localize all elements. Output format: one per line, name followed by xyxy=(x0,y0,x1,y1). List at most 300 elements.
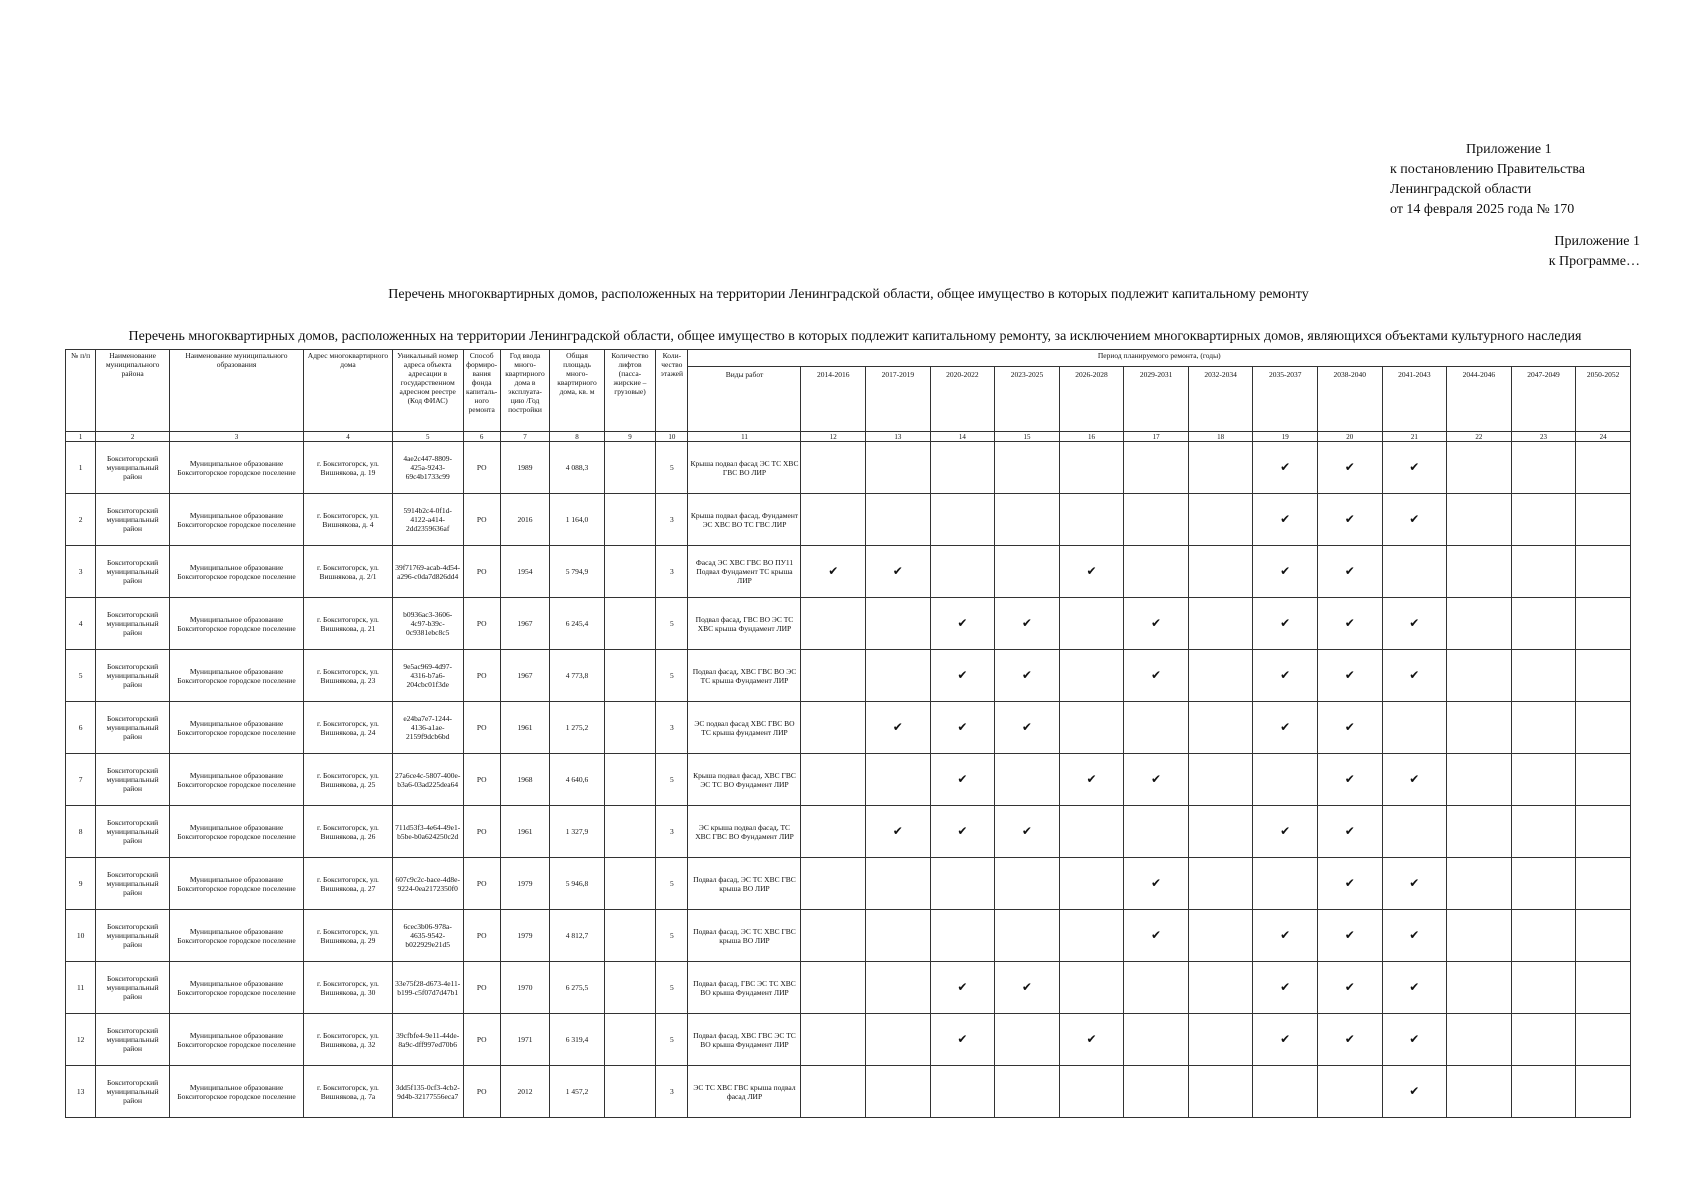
year-cell: 1967 xyxy=(500,650,549,702)
method-cell: РО xyxy=(463,858,500,910)
address-cell: г. Бокситогорск, ул. Вишнякова, д. 25 xyxy=(304,754,393,806)
period-cell xyxy=(1253,598,1318,650)
table-row xyxy=(66,1014,1631,1066)
header-address: Адрес многоквартирного дома xyxy=(304,350,393,432)
period-cell xyxy=(1124,598,1189,650)
period-cell xyxy=(1188,650,1253,702)
period-cell xyxy=(1382,754,1447,806)
period-cell xyxy=(1576,754,1631,806)
check-mark-icon: ✔ xyxy=(957,719,968,734)
district-cell: Бокситогорский муниципальный район xyxy=(96,910,170,962)
period-cell xyxy=(866,442,931,494)
header-fias: Уникальный номер адреса объекта адресации в государственном адресном реестре (Код ФИАС) xyxy=(392,350,463,432)
column-number: 18 xyxy=(1188,432,1253,442)
period-cell xyxy=(1511,806,1576,858)
works-cell: Подвал фасад, ГВС ЭС ТС ХВС ВО крыша Фундамент ЛИР xyxy=(688,962,801,1014)
period-cell xyxy=(801,962,866,1014)
method-cell: РО xyxy=(463,754,500,806)
check-mark-icon: ✔ xyxy=(1086,771,1097,786)
lifts-cell xyxy=(604,1066,655,1118)
period-cell xyxy=(1253,754,1318,806)
header-period-6: 2032-2034 xyxy=(1188,367,1253,432)
header-year: Год ввода много-квартирного дома в эксплуата-цию /Год постройки xyxy=(500,350,549,432)
floors-cell: 5 xyxy=(656,650,688,702)
header-municipality: Наименование муниципального образования xyxy=(169,350,303,432)
period-cell xyxy=(930,598,995,650)
year-cell: 1989 xyxy=(500,442,549,494)
period-cell xyxy=(1188,910,1253,962)
year-cell: 1979 xyxy=(500,910,549,962)
period-cell xyxy=(1382,1014,1447,1066)
method-cell: РО xyxy=(463,494,500,546)
municipality-cell: Муниципальное образование Бокситогорское городское поселение xyxy=(169,754,303,806)
column-number: 9 xyxy=(604,432,655,442)
period-cell xyxy=(866,494,931,546)
lifts-cell xyxy=(604,858,655,910)
period-cell xyxy=(1059,1066,1124,1118)
period-cell xyxy=(1382,442,1447,494)
period-cell xyxy=(1317,910,1382,962)
period-cell xyxy=(1124,1066,1189,1118)
municipality-cell: Муниципальное образование Бокситогорское городское поселение xyxy=(169,962,303,1014)
period-cell xyxy=(1317,494,1382,546)
column-number: 7 xyxy=(500,432,549,442)
period-cell xyxy=(1253,1014,1318,1066)
period-cell xyxy=(1382,494,1447,546)
area-cell: 1 327,9 xyxy=(550,806,604,858)
period-cell xyxy=(1188,1066,1253,1118)
check-mark-icon: ✔ xyxy=(1409,459,1420,474)
period-cell xyxy=(1253,650,1318,702)
appendix-line: от 14 февраля 2025 года № 170 xyxy=(1390,202,1575,217)
district-cell: Бокситогорский муниципальный район xyxy=(96,546,170,598)
header-lifts: Количество лифтов (пасса-жирские – грузовые) xyxy=(604,350,655,432)
header-works: Виды работ xyxy=(688,367,801,432)
year-cell: 1967 xyxy=(500,598,549,650)
check-mark-icon: ✔ xyxy=(1021,667,1032,682)
header-period-7: 2035-2037 xyxy=(1253,367,1318,432)
period-cell xyxy=(930,442,995,494)
period-cell xyxy=(1576,494,1631,546)
check-mark-icon: ✔ xyxy=(1086,1031,1097,1046)
column-number: 14 xyxy=(930,432,995,442)
method-cell: РО xyxy=(463,598,500,650)
column-number: 3 xyxy=(169,432,303,442)
column-number: 1 xyxy=(66,432,96,442)
method-cell: РО xyxy=(463,1066,500,1118)
municipality-cell: Муниципальное образование Бокситогорское городское поселение xyxy=(169,910,303,962)
period-cell xyxy=(1447,650,1512,702)
period-cell xyxy=(1253,702,1318,754)
table-title: Перечень многоквартирных домов, расположенных на территории Ленинградской области, общее имущество в которых подлежит капитальному ремонту, за исключением многоквартирных домов, являющихся объектами культурного наследия xyxy=(128,329,1582,344)
period-cell xyxy=(1059,754,1124,806)
fias-cell: 4ae2c447-8809-425a-9243-69c4b1733c99 xyxy=(392,442,463,494)
district-cell: Бокситогорский муниципальный район xyxy=(96,598,170,650)
period-cell xyxy=(1188,962,1253,1014)
check-mark-icon: ✔ xyxy=(1280,719,1291,734)
row-number: 13 xyxy=(66,1066,96,1118)
header-district: Наименование муниципального района xyxy=(96,350,170,432)
floors-cell: 3 xyxy=(656,494,688,546)
period-cell xyxy=(995,650,1060,702)
period-cell xyxy=(1059,806,1124,858)
header-period-0: 2014-2016 xyxy=(801,367,866,432)
municipality-cell: Муниципальное образование Бокситогорское городское поселение xyxy=(169,598,303,650)
check-mark-icon: ✔ xyxy=(957,667,968,682)
column-number: 4 xyxy=(304,432,393,442)
method-cell: РО xyxy=(463,650,500,702)
row-number: 7 xyxy=(66,754,96,806)
period-cell xyxy=(1382,598,1447,650)
row-number: 5 xyxy=(66,650,96,702)
check-mark-icon: ✔ xyxy=(957,979,968,994)
period-cell xyxy=(1576,1066,1631,1118)
period-cell xyxy=(1317,962,1382,1014)
period-cell xyxy=(1447,598,1512,650)
check-mark-icon: ✔ xyxy=(957,1031,968,1046)
address-cell: г. Бокситогорск, ул. Вишнякова, д. 26 xyxy=(304,806,393,858)
fias-cell: e24ba7e7-1244-4136-a1ae-2159f9dcb6bd xyxy=(392,702,463,754)
check-mark-icon: ✔ xyxy=(1344,667,1355,682)
period-cell xyxy=(1188,442,1253,494)
table-row xyxy=(66,910,1631,962)
period-cell xyxy=(1511,754,1576,806)
period-cell xyxy=(1511,546,1576,598)
period-cell xyxy=(866,1066,931,1118)
period-cell xyxy=(1253,858,1318,910)
column-number: 12 xyxy=(801,432,866,442)
floors-cell: 5 xyxy=(656,598,688,650)
period-cell xyxy=(930,858,995,910)
municipality-cell: Муниципальное образование Бокситогорское городское поселение xyxy=(169,546,303,598)
period-cell xyxy=(1188,598,1253,650)
lifts-cell xyxy=(604,494,655,546)
municipality-cell: Муниципальное образование Бокситогорское городское поселение xyxy=(169,494,303,546)
table-row xyxy=(66,650,1631,702)
check-mark-icon: ✔ xyxy=(1021,719,1032,734)
municipality-cell: Муниципальное образование Бокситогорское городское поселение xyxy=(169,806,303,858)
header-period-2: 2020-2022 xyxy=(930,367,995,432)
check-mark-icon: ✔ xyxy=(1344,875,1355,890)
column-numbers-row xyxy=(66,432,1631,442)
period-cell xyxy=(930,702,995,754)
period-cell xyxy=(1124,962,1189,1014)
period-cell xyxy=(1511,650,1576,702)
district-cell: Бокситогорский муниципальный район xyxy=(96,806,170,858)
lifts-cell xyxy=(604,650,655,702)
appendix-line: к постановлению Правительства xyxy=(1390,162,1586,177)
header-period-4: 2026-2028 xyxy=(1059,367,1124,432)
period-cell xyxy=(801,442,866,494)
check-mark-icon: ✔ xyxy=(1344,719,1355,734)
check-mark-icon: ✔ xyxy=(1409,875,1420,890)
column-number: 20 xyxy=(1317,432,1382,442)
floors-cell: 5 xyxy=(656,754,688,806)
period-cell xyxy=(801,494,866,546)
check-mark-icon: ✔ xyxy=(1409,511,1420,526)
method-cell: РО xyxy=(463,546,500,598)
floors-cell: 5 xyxy=(656,1014,688,1066)
period-cell xyxy=(1124,1014,1189,1066)
period-cell xyxy=(801,910,866,962)
works-cell: Подвал фасад, ГВС ВО ЭС ТС ХВС крыша Фундамент ЛИР xyxy=(688,598,801,650)
works-cell: Подвал фасад, ЭС ТС ХВС ГВС крыша ВО ЛИР xyxy=(688,858,801,910)
year-cell: 1961 xyxy=(500,806,549,858)
floors-cell: 5 xyxy=(656,858,688,910)
lifts-cell xyxy=(604,962,655,1014)
period-cell xyxy=(866,962,931,1014)
period-cell xyxy=(1382,650,1447,702)
floors-cell: 3 xyxy=(656,546,688,598)
works-cell: Крыша подвал фасад, Фундамент ЭС ХВС ВО ТС ГВС ЛИР xyxy=(688,494,801,546)
column-number: 2 xyxy=(96,432,170,442)
period-cell xyxy=(1059,650,1124,702)
period-cell xyxy=(1576,546,1631,598)
district-cell: Бокситогорский муниципальный район xyxy=(96,962,170,1014)
year-cell: 1954 xyxy=(500,546,549,598)
period-cell xyxy=(1447,494,1512,546)
document-title: Перечень многоквартирных домов, расположенных на территории Ленинградской области, общее имущество в которых подлежит капитальному ремонту xyxy=(388,287,1309,302)
works-cell: Крыша подвал фасад ЭС ТС ХВС ГВС ВО ЛИР xyxy=(688,442,801,494)
period-cell xyxy=(1317,650,1382,702)
row-number: 11 xyxy=(66,962,96,1014)
period-cell xyxy=(1059,494,1124,546)
period-cell xyxy=(1447,702,1512,754)
column-number: 11 xyxy=(688,432,801,442)
row-number: 3 xyxy=(66,546,96,598)
column-number: 15 xyxy=(995,432,1060,442)
check-mark-icon: ✔ xyxy=(1409,979,1420,994)
lifts-cell xyxy=(604,442,655,494)
period-cell xyxy=(1382,1066,1447,1118)
period-cell xyxy=(1124,910,1189,962)
area-cell: 4 773,8 xyxy=(550,650,604,702)
program-line: к Программе… xyxy=(1548,254,1640,269)
period-cell xyxy=(1511,1066,1576,1118)
column-number: 19 xyxy=(1253,432,1318,442)
fias-cell: 9e5ac969-4d97-4316-b7a6-204cbc01f3de xyxy=(392,650,463,702)
method-cell: РО xyxy=(463,702,500,754)
district-cell: Бокситогорский муниципальный район xyxy=(96,702,170,754)
period-cell xyxy=(1511,910,1576,962)
check-mark-icon: ✔ xyxy=(1280,563,1291,578)
period-cell xyxy=(866,598,931,650)
works-cell: ЭС ТС ХВС ГВС крыша подвал фасад ЛИР xyxy=(688,1066,801,1118)
header-period-1: 2017-2019 xyxy=(866,367,931,432)
district-cell: Бокситогорский муниципальный район xyxy=(96,858,170,910)
period-cell xyxy=(995,806,1060,858)
period-cell xyxy=(995,546,1060,598)
header-period-3: 2023-2025 xyxy=(995,367,1060,432)
year-cell: 1970 xyxy=(500,962,549,1014)
period-cell xyxy=(1447,1066,1512,1118)
floors-cell: 5 xyxy=(656,962,688,1014)
district-cell: Бокситогорский муниципальный район xyxy=(96,650,170,702)
area-cell: 5 946,8 xyxy=(550,858,604,910)
period-cell xyxy=(866,546,931,598)
check-mark-icon: ✔ xyxy=(1280,927,1291,942)
period-cell xyxy=(1447,546,1512,598)
period-cell xyxy=(995,910,1060,962)
period-cell xyxy=(866,858,931,910)
table-row xyxy=(66,598,1631,650)
period-cell xyxy=(1253,442,1318,494)
period-cell xyxy=(866,650,931,702)
period-cell xyxy=(995,858,1060,910)
year-cell: 1961 xyxy=(500,702,549,754)
period-cell xyxy=(1382,858,1447,910)
district-cell: Бокситогорский муниципальный район xyxy=(96,1066,170,1118)
period-cell xyxy=(1317,858,1382,910)
period-cell xyxy=(995,702,1060,754)
period-cell xyxy=(1576,598,1631,650)
fias-cell: 27a6ce4c-5807-400e-b3a6-03ad225dea64 xyxy=(392,754,463,806)
appendix-line: Ленинградской области xyxy=(1390,182,1532,197)
check-mark-icon: ✔ xyxy=(1409,1083,1420,1098)
check-mark-icon: ✔ xyxy=(1280,511,1291,526)
fias-cell: 607c9c2c-bace-4d8e-9224-0ea2172350f0 xyxy=(392,858,463,910)
row-number: 2 xyxy=(66,494,96,546)
period-cell xyxy=(1511,858,1576,910)
period-cell xyxy=(1447,754,1512,806)
period-cell xyxy=(930,962,995,1014)
period-cell xyxy=(1188,1014,1253,1066)
period-cell xyxy=(1253,494,1318,546)
period-cell xyxy=(1059,910,1124,962)
year-cell: 1979 xyxy=(500,858,549,910)
period-cell xyxy=(1124,494,1189,546)
period-cell xyxy=(995,962,1060,1014)
address-cell: г. Бокситогорск, ул. Вишнякова, д. 23 xyxy=(304,650,393,702)
period-cell xyxy=(1576,910,1631,962)
row-number: 12 xyxy=(66,1014,96,1066)
period-cell xyxy=(1511,1014,1576,1066)
address-cell: г. Бокситогорск, ул. Вишнякова, д. 27 xyxy=(304,858,393,910)
period-cell xyxy=(930,910,995,962)
header-period-12: 2050-2052 xyxy=(1576,367,1631,432)
period-cell xyxy=(801,858,866,910)
check-mark-icon: ✔ xyxy=(1280,823,1291,838)
row-number: 8 xyxy=(66,806,96,858)
period-cell xyxy=(930,1014,995,1066)
lifts-cell xyxy=(604,546,655,598)
header-period-11: 2047-2049 xyxy=(1511,367,1576,432)
period-cell xyxy=(1317,702,1382,754)
check-mark-icon: ✔ xyxy=(1409,927,1420,942)
period-cell xyxy=(1576,858,1631,910)
table-row xyxy=(66,494,1631,546)
check-mark-icon: ✔ xyxy=(1021,615,1032,630)
period-cell xyxy=(1124,546,1189,598)
address-cell: г. Бокситогорск, ул. Вишнякова, д. 2/1 xyxy=(304,546,393,598)
check-mark-icon: ✔ xyxy=(1344,823,1355,838)
period-cell xyxy=(1317,806,1382,858)
check-mark-icon: ✔ xyxy=(957,615,968,630)
table-row xyxy=(66,754,1631,806)
period-cell xyxy=(1317,1014,1382,1066)
row-number: 10 xyxy=(66,910,96,962)
method-cell: РО xyxy=(463,442,500,494)
period-cell xyxy=(866,806,931,858)
period-cell xyxy=(1059,1014,1124,1066)
fias-cell: 39cfbfe4-9e11-44de-8a9c-dff997ed70b6 xyxy=(392,1014,463,1066)
period-cell xyxy=(866,910,931,962)
lifts-cell xyxy=(604,910,655,962)
header-area: Общая площадь много-квартирного дома, кв. м xyxy=(550,350,604,432)
table-row xyxy=(66,546,1631,598)
check-mark-icon: ✔ xyxy=(1280,667,1291,682)
program-header xyxy=(1490,232,1640,272)
period-cell xyxy=(866,754,931,806)
table-row xyxy=(66,442,1631,494)
period-cell xyxy=(1576,702,1631,754)
period-cell xyxy=(1124,702,1189,754)
header-period-10: 2044-2046 xyxy=(1447,367,1512,432)
address-cell: г. Бокситогорск, ул. Вишнякова, д. 24 xyxy=(304,702,393,754)
period-cell xyxy=(1059,442,1124,494)
area-cell: 6 275,5 xyxy=(550,962,604,1014)
municipality-cell: Муниципальное образование Бокситогорское городское поселение xyxy=(169,442,303,494)
check-mark-icon: ✔ xyxy=(1021,823,1032,838)
floors-cell: 3 xyxy=(656,702,688,754)
check-mark-icon: ✔ xyxy=(1409,667,1420,682)
check-mark-icon: ✔ xyxy=(892,563,903,578)
column-number: 8 xyxy=(550,432,604,442)
period-cell xyxy=(1576,650,1631,702)
period-cell xyxy=(995,442,1060,494)
fias-cell: 39f71769-acab-4d54-a296-c0da7d826dd4 xyxy=(392,546,463,598)
period-cell xyxy=(801,806,866,858)
period-cell xyxy=(1576,1014,1631,1066)
houses-table xyxy=(65,349,1631,1118)
appendix-header xyxy=(1390,140,1650,220)
area-cell: 4 088,3 xyxy=(550,442,604,494)
header-period-8: 2038-2040 xyxy=(1317,367,1382,432)
period-cell xyxy=(1124,806,1189,858)
check-mark-icon: ✔ xyxy=(1344,615,1355,630)
area-cell: 5 794,9 xyxy=(550,546,604,598)
check-mark-icon: ✔ xyxy=(1151,875,1162,890)
period-cell xyxy=(1382,910,1447,962)
period-cell xyxy=(1059,858,1124,910)
district-cell: Бокситогорский муниципальный район xyxy=(96,754,170,806)
period-cell xyxy=(995,754,1060,806)
check-mark-icon: ✔ xyxy=(892,719,903,734)
header-floors: Коли-чество этажей xyxy=(656,350,688,432)
address-cell: г. Бокситогорск, ул. Вишнякова, д. 19 xyxy=(304,442,393,494)
fias-cell: 3dd5f135-0cf3-4cb2-9d4b-32177556eca7 xyxy=(392,1066,463,1118)
check-mark-icon: ✔ xyxy=(1151,615,1162,630)
works-cell: Крыша подвал фасад, ХВС ГВС ЭС ТС ВО Фундамент ЛИР xyxy=(688,754,801,806)
column-number: 10 xyxy=(656,432,688,442)
check-mark-icon: ✔ xyxy=(1344,563,1355,578)
column-number: 16 xyxy=(1059,432,1124,442)
period-cell xyxy=(1188,702,1253,754)
period-cell xyxy=(1188,494,1253,546)
lifts-cell xyxy=(604,754,655,806)
period-cell xyxy=(1317,1066,1382,1118)
period-cell xyxy=(1382,962,1447,1014)
check-mark-icon: ✔ xyxy=(1344,1031,1355,1046)
works-cell: Подвал фасад, ХВС ГВС ВО ЭС ТС крыша Фундамент ЛИР xyxy=(688,650,801,702)
period-cell xyxy=(1317,546,1382,598)
works-cell: Подвал фасад, ХВС ГВС ЭС ТС ВО крыша Фундамент ЛИР xyxy=(688,1014,801,1066)
column-number: 6 xyxy=(463,432,500,442)
appendix-line: Приложение 1 xyxy=(1466,142,1552,157)
period-cell xyxy=(930,494,995,546)
period-cell xyxy=(1511,494,1576,546)
period-cell xyxy=(995,494,1060,546)
